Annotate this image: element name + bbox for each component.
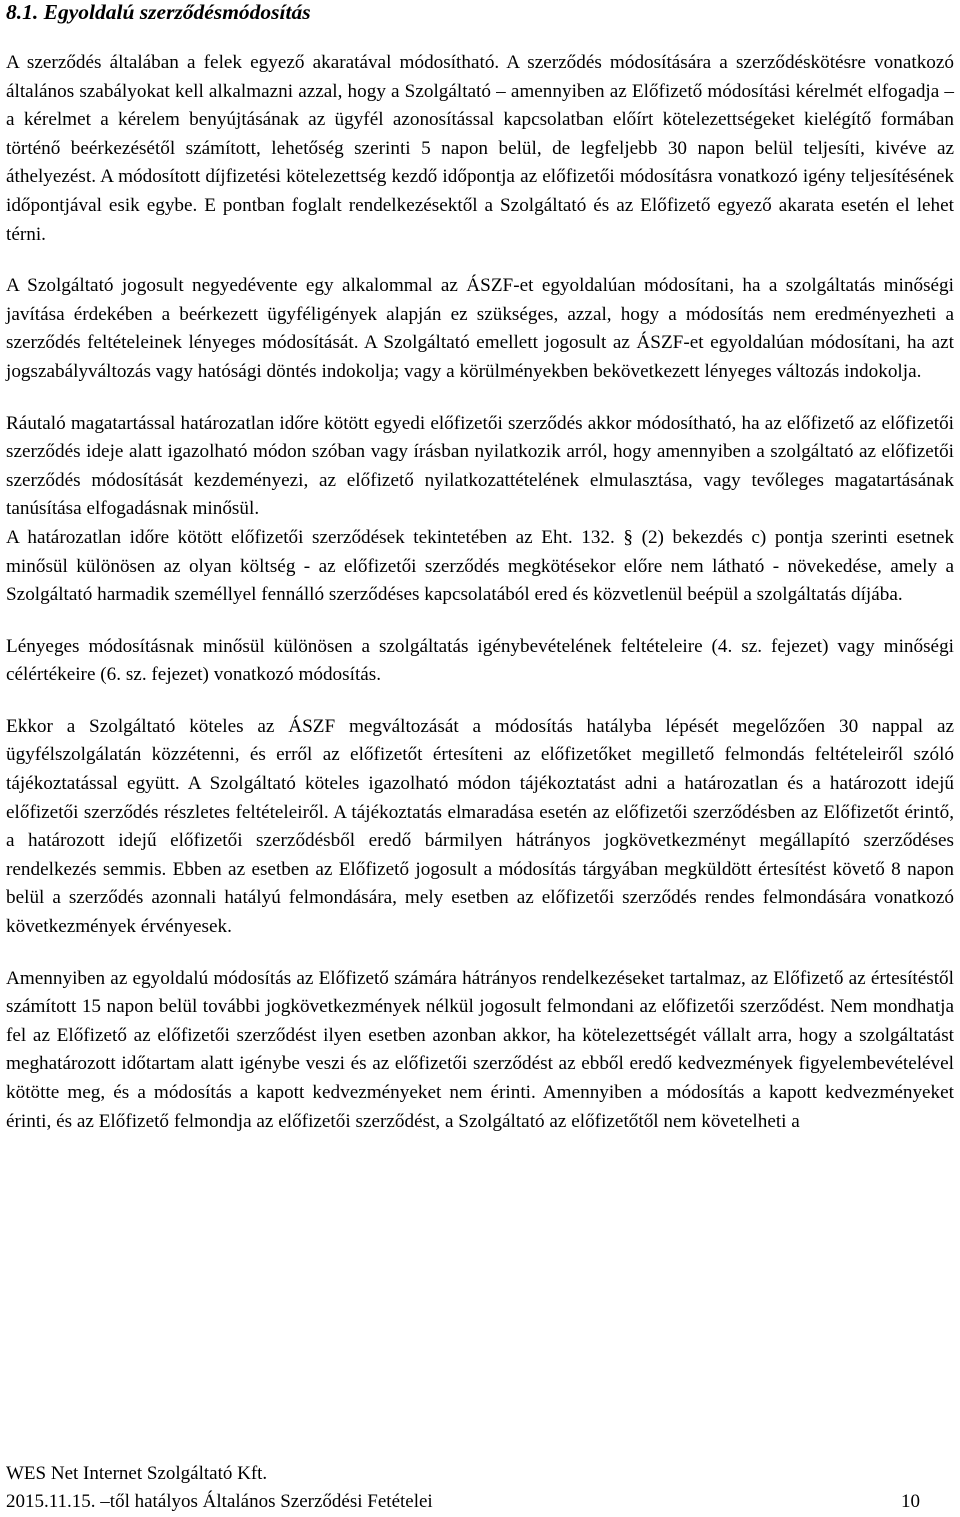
- paragraph-general-modification: A szerződés általában a felek egyező akaratával módosítható. A szerződés módosítására a szerződéskötésre vonatkozó általános szabályokat kell alkalmazni azzal, hogy a Szolgáltató – amennyiben az Előfizető módosítási kérelmét elfogadja – a kérelmet a kérelem benyújtásának az ügyfél azonosítással kapcsolatban előírt kötelezettségeket kielégítő formában történő beérkezésétől számított, lehetőség szerinti 5 napon belül, de legfeljebb 30 napon belül teljesíti, kivéve az áthelyezést. A módosított díjfizetési kötelezettség kezdő időpontja az előfizetői módosításra vonatkozó igény teljesítésének időpontjával esik egybe. E pontban foglalt rendelkezésektől a Szolgáltató és az Előfizető egyező akarata esetén el lehet térni.: [6, 52, 954, 245]
- paragraph-implied-conduct: Ráutaló magatartással határozatlan időre kötött egyedi előfizetői szerződés akkor módosítható, ha az előfizető az előfizetői szerződés ideje alatt igazolható módon szóban vagy írásban nyilatkozik arról, hogy amennyiben a szolgáltató az előfizetői szerződés módosítását kezdeményezi, az előfizető nyilatkozattételének elmulasztása, vagy tevőleges magatartásának tanúsítása elfogadásnak minősül.: [6, 412, 954, 520]
- paragraph-notification-duty: Ekkor a Szolgáltató köteles az ÁSZF megváltozását a módosítás hatályba lépését megelőzően 30 nappal az ügyfélszolgálatán közzétenni, és erről az előfizetőt értesíteni az előfizetőket megillető felmondás feltételeiről szóló tájékoztatással együtt. A Szolgáltató köteles igazolható módon tájékoztatást adni a határozatlan és a határozott idejű előfizetői szerződés részletes feltételeiről. A tájékoztatás elmaradása esetén az előfizetői szerződésben az Előfizetőt érintő, a határozott idejű előfizetői szerződésből eredő bármilyen hátrányos jogkövetkezményt megállapító szerződéses rendelkezés semmis. Ebben az esetben az Előfizető jogosult a módosítás tárgyában megküldött értesítést követő 8 napon belül a szerződés azonnali hatályú felmondására, mely esetben az előfizetői szerződés rendes felmondására vonatkozó következmények érvényesek.: [6, 715, 954, 938]
- paragraph-material-modification: Lényeges módosításnak minősül különösen a szolgáltatás igénybevételének feltételeire (4. sz. fejezet) vagy minőségi célértékeire (6. sz. fejezet) vonatkozó módosítás.: [6, 635, 954, 686]
- paragraph-indefinite-contracts: A határozatlan időre kötött előfizetői szerződések tekintetében az Eht. 132. § (2) bekezdés c) pontja szerinti esetnek minősül különösen az olyan költség - az előfizetői szerződés megkötésekor előre nem látható - növekedése, amely a Szolgáltató harmadik személlyel fennálló szerződéses kapcsolatából ered és közvetlenül beépül a szolgáltatás díjába.: [6, 526, 954, 606]
- document-page: [6, 0, 954, 1136]
- paragraph-quarterly-modification: A Szolgáltató jogosult negyedévente egy alkalommal az ÁSZF-et egyoldalúan módosítani, ha a szolgáltatás minőségi javítása érdekében a beérkezett ügyféligények alapján ez szükséges, azzal, hogy a módosítás nem eredményezheti a szerződés feltételeinek lényeges módosítását. A Szolgáltató emellett jogosult az ÁSZF-et egyoldalúan módosítani, ha azt jogszabályváltozás vagy hatósági döntés indokolja; vagy a körülményekben bekövetkezett lényeges változás indokolja.: [6, 275, 954, 382]
- section-heading: 8.1. Egyoldalú szerződésmódosítás: [6, 0, 311, 24]
- footer-validity-line: [6, 1490, 920, 1514]
- footer-validity-text: 2015.11.15. –től hatályos Általános Szerződési Fetételei: [6, 1491, 433, 1512]
- paragraph-termination-right: Amennyiben az egyoldalú módosítás az Előfizető számára hátrányos rendelkezéseket tartalmaz, az Előfizető az értesítéstől számított 15 napon belül további jogkövetkezmények nélkül jogosult felmondani az előfizetői szerződést. Nem mondhatja fel az Előfizető az előfizetői szerződést ilyen esetben azonban akkor, ha kötelezettségét vállalt arra, hogy a szolgáltatást meghatározott időtartam alatt igénybe veszi és az előfizetői szerződést az ebből eredő kedvezmények figyelembevételével kötötte meg, és a módosítás a kapott kedvezményeket nem érinti. Amennyiben a módosítás a kapott kedvezményeket érinti, és az Előfizető felmondja az előfizetői szerződést, a Szolgáltató az előfizetőtől nem követelheti a: [6, 967, 954, 1132]
- page-number: 10: [901, 1491, 920, 1512]
- footer-company-name: WES Net Internet Szolgáltató Kft.: [6, 1463, 268, 1484]
